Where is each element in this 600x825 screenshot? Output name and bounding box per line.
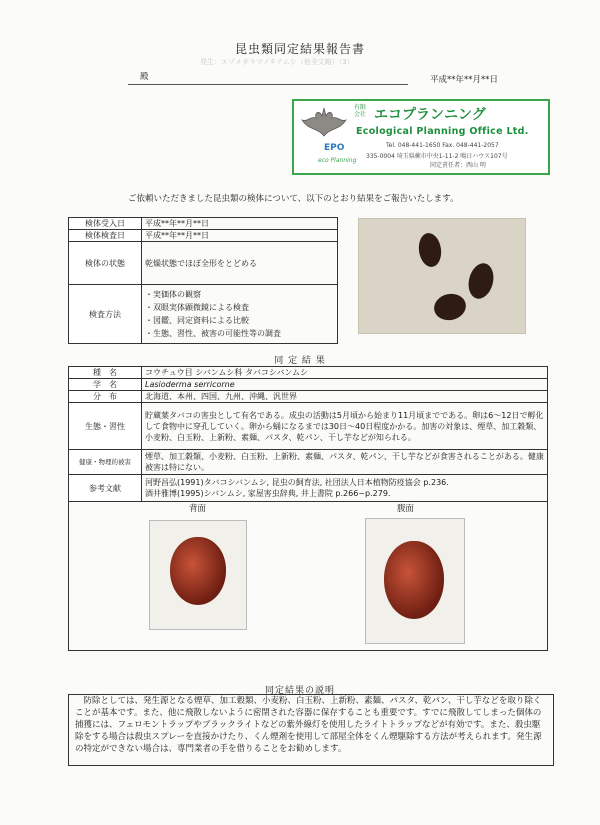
distribution-label: 分 布 — [69, 391, 142, 403]
damage-label: 健康・物理的被害 — [69, 450, 142, 475]
bat-logo-icon — [300, 106, 348, 144]
beetle-specimen — [465, 261, 497, 302]
logo-epo-text: EPO — [324, 143, 345, 153]
dorsal-label: 背面 — [189, 504, 207, 514]
explanation-heading: 同定結果の説明 — [264, 686, 335, 696]
ventral-label: 腹面 — [397, 504, 415, 514]
distribution-value: 北海道、本州、四国、九州、沖縄、汎世界 — [142, 391, 548, 403]
report-title: 昆虫類同定結果報告書 — [234, 42, 365, 56]
report-date: 平成**年**月**日 — [430, 75, 499, 85]
company-type-tag: 有限会社 — [354, 104, 367, 118]
species-label: 種 名 — [69, 367, 142, 379]
ecology-label: 生態・習性 — [69, 403, 142, 450]
responsible-person: 同定責任者：西山 明 — [430, 162, 486, 169]
result-heading: 同 定 結 果 — [274, 356, 326, 366]
ventral-photo — [365, 518, 465, 644]
dorsal-photo — [149, 520, 247, 630]
references-value: 河野昌弘(1991)タバコシバンムシ, 昆虫の飼育法, 社団法人日本植物防疫協会 p.236. 酒井雅博(1995)シバンムシ, 家屋害虫辞典, 井上書院 p.266~p.279. — [142, 475, 548, 502]
result-table — [68, 366, 548, 651]
photo-cell — [69, 502, 548, 651]
beetle-dorsal — [170, 537, 226, 605]
company-name-jp: エコプランニング — [374, 107, 486, 123]
company-address: 335-0004 埼玉県蕨市中央1-11-2 鳴日ハウス107号 — [366, 153, 508, 160]
method-list — [142, 285, 338, 344]
scientific-name-label: 学 名 — [69, 379, 142, 391]
addressee-underline — [128, 84, 408, 85]
intro-text: ご依頼いただきました昆虫類の検体について、以下のとおり結果をご報告いたします。 — [128, 194, 459, 204]
addressee-suffix: 殿 — [140, 72, 149, 82]
logo-sub-text: eco Planning — [318, 157, 357, 164]
ecology-value: 貯蔵葉タバコの害虫として有名である。成虫の活動は5月頃から始まり11月頃までである。卵は6～12日で孵化して食物中に穿孔していく。卵から蛹になるまでは30日～40日程度かかる。加害の対象は、煙草、加工穀類、小麦粉、白玉粉、上新粉、素麺、パスタ、乾パン、干し芋などが知られる。 — [142, 403, 548, 450]
explanation-text: 防除としては、発生源となる煙草、加工穀類、小麦粉、白玉粉、上新粉、素麺、パスタ、乾パン、干し芋などを取り除くことが基本です。また、他に飛散しないように密閉された容器に保存することも重要です。すでに飛散してしまった個体の捕獲には、フェロモントラップやブラックライトなどの紫外線灯を使用したライトトラップなどが有効です。また、殺虫駆除をする場合は殺虫スプレーを直接かけたり、くん煙剤を使用して部屋全体をくん煙駆除する方法が考えられます。発生源の特定ができない場合は、専門業者の手を借りることをお勧めします。 — [68, 694, 554, 766]
received-date-value: 平成**年**月**日 — [142, 218, 338, 230]
method-item: ・実価体の観察 — [145, 290, 201, 299]
method-item: ・図鑑、同定資料による比較 — [145, 316, 249, 325]
beetle-specimen — [432, 291, 469, 323]
scientific-name-value: Lasioderma serricorne — [142, 379, 548, 391]
company-contact: Tel. 048-441-1650 Fax. 048-441-2057 — [386, 142, 499, 149]
references-label: 参考文献 — [69, 475, 142, 502]
sample-photo — [358, 218, 526, 334]
sample-info-table — [68, 217, 338, 344]
condition-label: 検体の状態 — [69, 242, 142, 285]
method-item: ・生態、習性、被害の可能性等の調査 — [145, 329, 281, 338]
beetle-ventral — [384, 541, 444, 619]
company-name-en: Ecological Planning Office Ltd. — [356, 126, 529, 137]
inspected-date-label: 検体検査日 — [69, 230, 142, 242]
beetle-specimen — [417, 232, 444, 269]
method-label: 検査方法 — [69, 285, 142, 344]
inspected-date-value: 平成**年**月**日 — [142, 230, 338, 242]
damage-value: 煙草、加工穀類、小麦粉、白玉粉、上新粉、素麺、パスタ、乾パン、干し芋などが食害されることがある。健康被害は特にない。 — [142, 450, 548, 475]
received-date-label: 検体受入日 — [69, 218, 142, 230]
condition-value: 乾燥状態でほぼ全形をとどめる — [142, 242, 338, 285]
faint-show-through-text: 発生：エゾメダラツノタテムシ（他全文略）（3） — [200, 58, 354, 66]
method-item: ・双眼実体顕微鏡による検査 — [145, 303, 249, 312]
species-value: コウチュウ目 シバンムシ科 タバコシバンムシ — [142, 367, 548, 379]
